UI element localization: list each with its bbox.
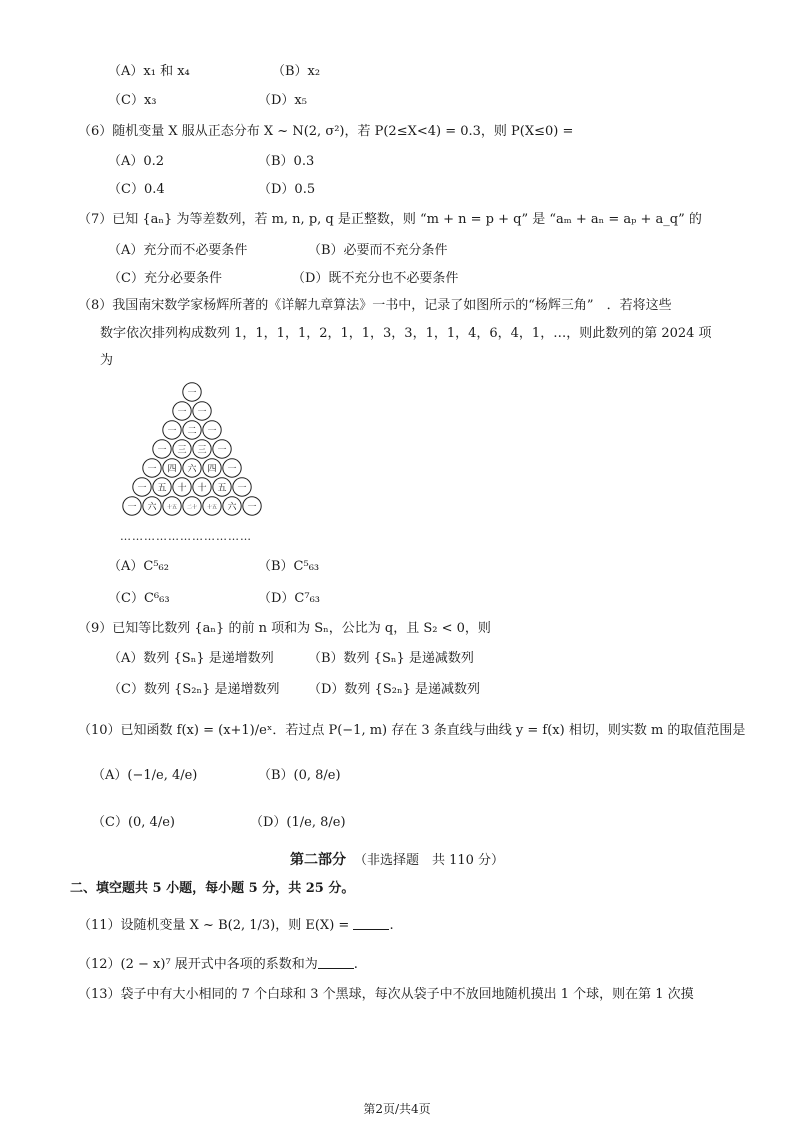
triangle-cell — [203, 421, 221, 439]
q5-option-b: （B）x₂ — [272, 64, 321, 79]
part2-title — [0, 849, 794, 869]
triangle-cell — [143, 497, 161, 515]
triangle-cell-label: 一 — [237, 483, 247, 494]
triangle-cell — [123, 497, 141, 515]
q8-line-3: 为 — [100, 353, 114, 368]
triangle-cell — [223, 497, 241, 515]
triangle-cell-label: 六 — [227, 502, 237, 513]
q12 — [78, 956, 358, 974]
q10-stem: （10）已知函数 f(x) = (x+1)/eˣ．若过点 P(−1, m) 存在 3 条直线与曲线 y = f(x) 相切，则实数 m 的取值范围是 — [78, 723, 746, 738]
triangle-cell — [183, 497, 201, 515]
triangle-cell-label: 一 — [217, 445, 227, 456]
triangle-cell-label: 四 — [207, 464, 217, 475]
triangle-cell-label: 三 — [197, 445, 207, 456]
triangle-cell-label: 二 — [187, 426, 197, 437]
q8-line-1: （8）我国南宋数学家杨辉所著的《详解九章算法》一书中，记录了如图所示的“杨辉三角” ．若将这些 — [78, 298, 672, 313]
triangle-cell — [223, 459, 241, 477]
triangle-cell — [143, 459, 161, 477]
triangle-cell-label: 五 — [217, 483, 227, 494]
q8-option-c: （C）C⁶₆₃ — [108, 591, 170, 606]
q7-option-c: （C）充分必要条件 — [108, 271, 222, 286]
triangle-cell — [193, 440, 211, 458]
q7-option-a: （A）充分而不必要条件 — [108, 243, 248, 258]
q5-option-c: （C）x₃ — [108, 93, 157, 108]
q5-option-d: （D）x₅ — [258, 93, 307, 108]
part2-subtitle: （非选择题 共 110 分） — [353, 853, 505, 868]
triangle-cell — [153, 440, 171, 458]
q7-option-d: （D）既不充分也不必要条件 — [292, 271, 459, 286]
triangle-cell — [153, 478, 171, 496]
triangle-cell — [193, 402, 211, 420]
q10-option-a: （A）(−1/e, 4/e) — [92, 768, 198, 783]
yanghui-triangle-svg — [112, 380, 272, 540]
q8-line-2: 数字依次排列构成数列 1，1，1，1，2，1，1，3，3，1，1，4，6，4，1，…，则此数列的第 2024 项 — [100, 326, 712, 341]
q5-option-a: （A）x₁ 和 x₄ — [108, 64, 190, 79]
triangle-cell — [243, 497, 261, 515]
q8-option-a: （A）C⁵₆₂ — [108, 559, 169, 574]
triangle-cell-label: 一 — [227, 464, 237, 475]
q8-option-d: （D）C⁷₆₃ — [258, 591, 321, 606]
triangle-cell-label: 二十 — [186, 504, 198, 511]
q9-option-b: （B）数列 {Sₙ} 是递减数列 — [308, 651, 474, 666]
q9-option-a: （A）数列 {Sₙ} 是递增数列 — [108, 651, 274, 666]
triangle-cell-label: 一 — [197, 407, 207, 418]
triangle-cell — [163, 459, 181, 477]
q7-option-b: （B）必要而不充分条件 — [308, 243, 448, 258]
triangle-cell — [183, 459, 201, 477]
triangle-cell — [183, 383, 201, 401]
q6-option-c: （C）0.4 — [108, 182, 165, 197]
triangle-cell-label: 四 — [167, 464, 177, 475]
triangle-cell — [183, 421, 201, 439]
triangle-cell-label: 一 — [177, 407, 187, 418]
triangle-cell-label: 六 — [187, 464, 197, 475]
q6-stem: （6）随机变量 X 服从正态分布 X ~ N(2, σ²)，若 P(2≤X<4) = 0.3，则 P(X≤0) = — [78, 124, 574, 139]
triangle-cell — [173, 402, 191, 420]
triangle-cell-label: 五 — [157, 483, 167, 494]
q9-option-c: （C）数列 {S₂ₙ} 是递增数列 — [108, 682, 280, 697]
q11-stem: （11）设随机变量 X ~ B(2, 1/3)，则 E(X) = — [78, 918, 350, 933]
triangle-cell-label: 一 — [167, 426, 177, 437]
q10-option-d: （D）(1/e, 8/e) — [250, 815, 346, 830]
q6-option-d: （D）0.5 — [258, 182, 316, 197]
triangle-cell — [163, 421, 181, 439]
triangle-cell-label: 一 — [157, 445, 167, 456]
section2-heading: 二、填空题共 5 小题，每小题 5 分，共 25 分。 — [70, 881, 355, 896]
triangle-cell-label: 十 — [197, 483, 207, 494]
q10-option-b: （B）(0, 8/e) — [258, 768, 341, 783]
triangle-cell-label: 十五 — [166, 504, 178, 511]
q12-end: . — [353, 957, 358, 972]
q11-end: . — [389, 918, 394, 933]
triangle-cell-label: 三 — [177, 445, 187, 456]
q6-option-a: （A）0.2 — [108, 154, 165, 169]
triangle-cell-label: 十 — [177, 483, 187, 494]
part2-title-text: 第二部分 — [289, 852, 346, 868]
q13-stem: （13）袋子中有大小相同的 7 个白球和 3 个黑球，每次从袋子中不放回地随机摸出 1 个球，则在第 1 次摸 — [78, 987, 694, 1002]
triangle-cell-label: 六 — [147, 502, 157, 513]
q12-answer-blank[interactable] — [318, 956, 354, 969]
triangle-ellipsis: …………………………… — [120, 530, 252, 543]
triangle-cell — [233, 478, 251, 496]
triangle-cell-label: 一 — [247, 502, 257, 513]
triangle-cell — [163, 497, 181, 515]
q6-option-b: （B）0.3 — [258, 154, 315, 169]
q10-option-c: （C）(0, 4/e) — [92, 815, 175, 830]
q7-stem: （7）已知 {aₙ} 为等差数列，若 m, n, p, q 是正整数，则 “m + n = p + q” 是 “aₘ + aₙ = aₚ + a_q” 的 — [78, 212, 702, 227]
triangle-cell — [193, 478, 211, 496]
yanghui-triangle-figure — [112, 380, 272, 540]
q11 — [78, 917, 394, 935]
page-footer: 第2页/共4页 — [363, 1102, 431, 1116]
triangle-cell — [173, 440, 191, 458]
triangle-cell-label: 一 — [207, 426, 217, 437]
triangle-cell-label: 一 — [187, 388, 197, 399]
triangle-cell — [173, 478, 191, 496]
triangle-cell-label: 一 — [137, 483, 147, 494]
q9-option-d: （D）数列 {S₂ₙ} 是递减数列 — [308, 682, 480, 697]
triangle-cell-label: 一 — [147, 464, 157, 475]
q8-option-b: （B）C⁵₆₃ — [258, 559, 320, 574]
triangle-cell-label: 十五 — [206, 504, 218, 511]
triangle-cell — [203, 459, 221, 477]
triangle-cell — [213, 440, 231, 458]
q12-stem: （12）(2 − x)⁷ 展开式中各项的系数和为 — [78, 957, 318, 972]
triangle-cell — [133, 478, 151, 496]
triangle-cell — [213, 478, 231, 496]
triangle-cell — [203, 497, 221, 515]
triangle-cell-label: 一 — [127, 502, 137, 513]
q11-answer-blank[interactable] — [353, 917, 389, 930]
q9-stem: （9）已知等比数列 {aₙ} 的前 n 项和为 Sₙ，公比为 q，且 S₂ < 0，则 — [78, 621, 491, 636]
